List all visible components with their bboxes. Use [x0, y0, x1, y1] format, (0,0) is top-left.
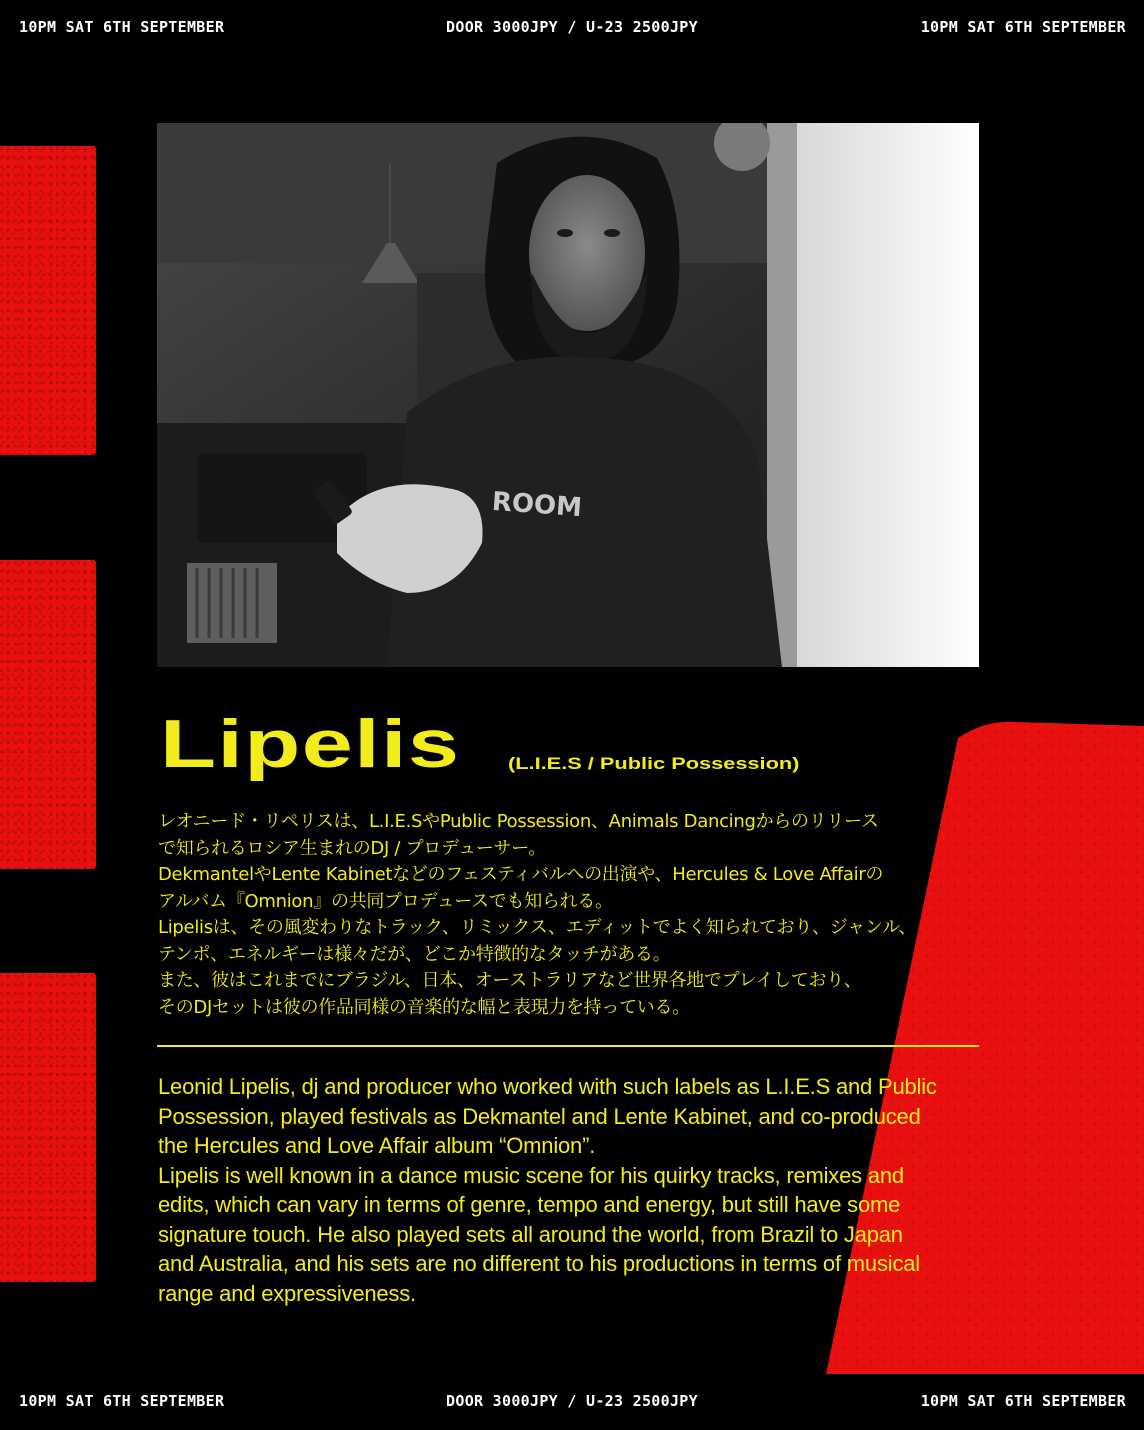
bio-jp-line: また、彼はこれまでにブラジル、日本、オーストラリアなど世界各地でプレイしており、	[158, 970, 862, 991]
ticker-date-right: 10PM SAT 6TH SEPTEMBER	[920, 1392, 1126, 1410]
bio-en-line: and Australia, and his sets are no different to his productions in terms of musical	[158, 1251, 920, 1276]
red-bar-middle	[0, 560, 96, 869]
top-ticker	[0, 0, 1144, 56]
bio-en-line: Lipelis is well known in a dance music scene for his quirky tracks, remixes and	[158, 1162, 904, 1188]
ticker-price: DOOR 3000JPY / U-23 2500JPY	[446, 1392, 698, 1410]
bio-japanese	[158, 809, 988, 1021]
red-bar-top	[0, 146, 96, 455]
bio-jp-line: Lipelisは、その風変わりなトラック、リミックス、エディットでよく知られており、ジャンル、	[158, 917, 917, 938]
artist-photo	[157, 123, 979, 667]
bio-english	[158, 1072, 988, 1308]
ticker-price: DOOR 3000JPY / U-23 2500JPY	[446, 18, 698, 36]
bio-en-line: signature touch. He also played sets all around the world, from Brazil to Japan	[158, 1221, 903, 1247]
bio-en-line: Possession, played festivals as Dekmantel and Lente Kabinet, and co-produced	[158, 1103, 921, 1129]
bio-jp-line: DekmantelやLente Kabinetなどのフェスティバルへの出演や、Hercules & Love Affairの	[158, 864, 884, 885]
bio-jp-line: そのDJセットは彼の作品同様の音楽的な幅と表現力を持っている。	[158, 996, 690, 1018]
ticker-date-left: 10PM SAT 6TH SEPTEMBER	[19, 18, 225, 36]
bio-jp-line: で知られるロシア生まれのDJ / プロデューサー。	[158, 837, 546, 859]
bio-en-line: range and expressiveness.	[158, 1280, 416, 1306]
bio-en-line: Leonid Lipelis, dj and producer who worked with such labels as L.I.E.S and Public	[158, 1074, 937, 1099]
artist-labels: (L.I.E.S / Public Possession)	[508, 754, 800, 773]
artist-title-row	[160, 705, 980, 785]
svg-text:ROOM: ROOM	[490, 486, 583, 524]
divider	[157, 1045, 979, 1047]
bottom-ticker	[0, 1374, 1144, 1430]
bio-en-line: edits, which can vary in terms of genre, tempo and energy, but still have some	[158, 1192, 901, 1217]
artist-name: Lipelis	[160, 706, 461, 782]
bio-en-line: the Hercules and Love Affair album “Omnion”.	[158, 1133, 596, 1158]
ticker-date-left: 10PM SAT 6TH SEPTEMBER	[19, 1392, 225, 1410]
artist-photo-illustration	[157, 123, 979, 667]
ticker-date-right: 10PM SAT 6TH SEPTEMBER	[920, 18, 1126, 36]
bio-jp-line: レオニード・リペリスは、L.I.E.SやPublic Possession、Animals Dancingからのリリース	[158, 811, 879, 832]
red-bar-bottom	[0, 973, 96, 1282]
bio-jp-line: アルバム『Omnion』の共同プロデュースでも知られる。	[158, 890, 613, 912]
bio-jp-line: テンポ、エネルギーは様々だが、どこか特徴的なタッチがある。	[158, 943, 671, 965]
